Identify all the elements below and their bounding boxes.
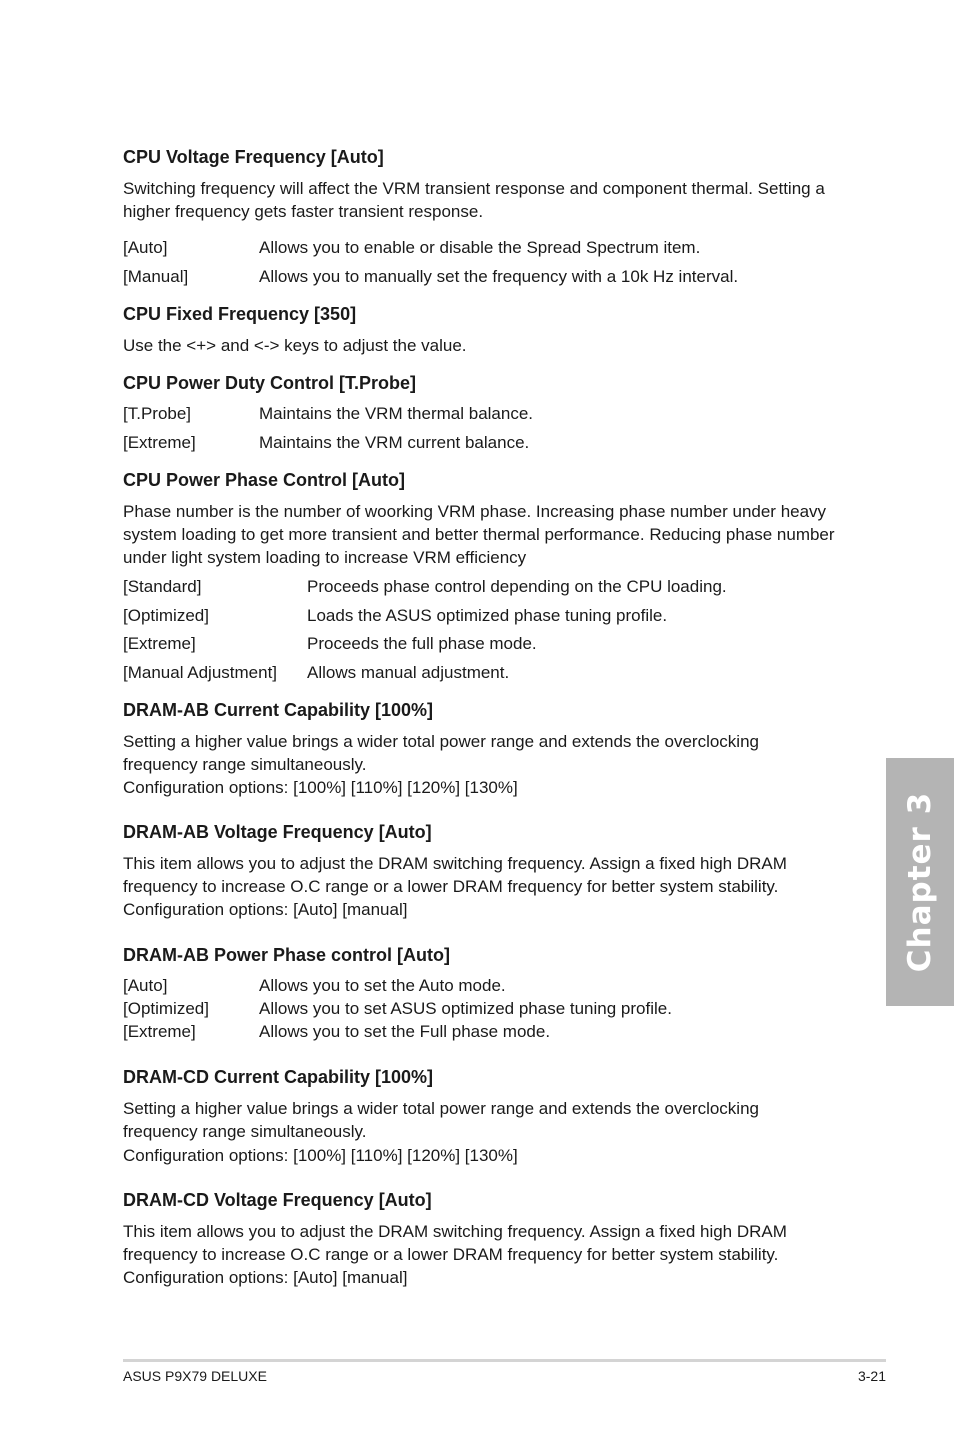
option-description: Loads the ASUS optimized phase tuning profile. [307, 606, 668, 625]
option-key: [Optimized] [123, 606, 209, 625]
config-options: Configuration options: [100%] [110%] [120%] [130%] [123, 778, 518, 797]
option-key: [Optimized] [123, 999, 209, 1018]
footer-divider [123, 1359, 886, 1362]
option-key: [Standard] [123, 577, 202, 596]
footer-product-name: ASUS P9X79 DELUXE [123, 1368, 267, 1384]
section-body-cpu-fixed-frequency: Use the <+> and <-> keys to adjust the value. [123, 336, 467, 355]
section-heading-cpu-power-phase-control: CPU Power Phase Control [Auto] [123, 470, 406, 490]
chapter-tab-label: Chapter 3 [902, 791, 938, 973]
option-description: Allows manual adjustment. [307, 663, 510, 682]
option-description: Proceeds the full phase mode. [307, 634, 537, 653]
section-body-cpu-voltage-frequency: Switching frequency will affect the VRM transient response and component thermal. Setting a higher frequency gets faster transient response. [123, 179, 825, 221]
option-key: [Extreme] [123, 634, 196, 653]
config-options: Configuration options: [100%] [110%] [120%] [130%] [123, 1146, 518, 1165]
option-description: Maintains the VRM thermal balance. [259, 404, 534, 423]
option-key: [Manual Adjustment] [123, 663, 278, 682]
option-description: Allows you to set the Auto mode. [259, 976, 506, 995]
option-key: [Auto] [123, 238, 168, 257]
option-description: Allows you to enable or disable the Spread Spectrum item. [259, 238, 701, 257]
section-heading-cpu-power-duty-control: CPU Power Duty Control [T.Probe] [123, 373, 417, 393]
section-body-dram-ab-voltage-frequency: This item allows you to adjust the DRAM switching frequency. Assign a fixed high DRAM frequency to increase O.C range or a lower DRAM frequency for better system stability. [123, 854, 787, 896]
section-body-cpu-power-phase-control: Phase number is the number of woorking VRM phase. Increasing phase number under heavy system loading to get more transient and better thermal performance. Reducing phase number under light system loading to increase VRM efficiency [123, 502, 835, 567]
option-key: [Extreme] [123, 1022, 196, 1041]
section-heading-cpu-voltage-frequency: CPU Voltage Frequency [Auto] [123, 147, 384, 167]
option-key: [Manual] [123, 267, 189, 286]
section-heading-dram-ab-voltage-frequency: DRAM-AB Voltage Frequency [Auto] [123, 822, 432, 842]
option-description: Maintains the VRM current balance. [259, 433, 530, 452]
config-options: Configuration options: [Auto] [manual] [123, 900, 408, 919]
section-heading-dram-ab-current-capability: DRAM-AB Current Capability [100%] [123, 700, 434, 720]
section-heading-dram-cd-current-capability: DRAM-CD Current Capability [100%] [123, 1067, 434, 1087]
section-body-dram-ab-current-capability: Setting a higher value brings a wider total power range and extends the overclocking frequency range simultaneously. [123, 732, 759, 774]
option-key: [Auto] [123, 976, 168, 995]
section-heading-dram-ab-power-phase-control: DRAM-AB Power Phase control [Auto] [123, 945, 451, 965]
config-options: Configuration options: [Auto] [manual] [123, 1268, 408, 1287]
option-key: [Extreme] [123, 433, 196, 452]
chapter-tab [886, 758, 954, 1006]
option-description: Allows you to manually set the frequency with a 10k Hz interval. [259, 267, 739, 286]
section-body-dram-cd-voltage-frequency: This item allows you to adjust the DRAM switching frequency. Assign a fixed high DRAM frequency to increase O.C range or a lower DRAM frequency for better system stability. [123, 1222, 787, 1264]
section-body-dram-cd-current-capability: Setting a higher value brings a wider total power range and extends the overclocking frequency range simultaneously. [123, 1099, 759, 1141]
footer-page-number: 3-21 [857, 1368, 886, 1384]
section-heading-cpu-fixed-frequency: CPU Fixed Frequency [350] [123, 304, 357, 324]
option-description: Allows you to set the Full phase mode. [259, 1022, 551, 1041]
option-key: [T.Probe] [123, 404, 192, 423]
option-description: Proceeds phase control depending on the CPU loading. [307, 577, 727, 596]
option-description: Allows you to set ASUS optimized phase tuning profile. [259, 999, 672, 1018]
section-heading-dram-cd-voltage-frequency: DRAM-CD Voltage Frequency [Auto] [123, 1190, 432, 1210]
